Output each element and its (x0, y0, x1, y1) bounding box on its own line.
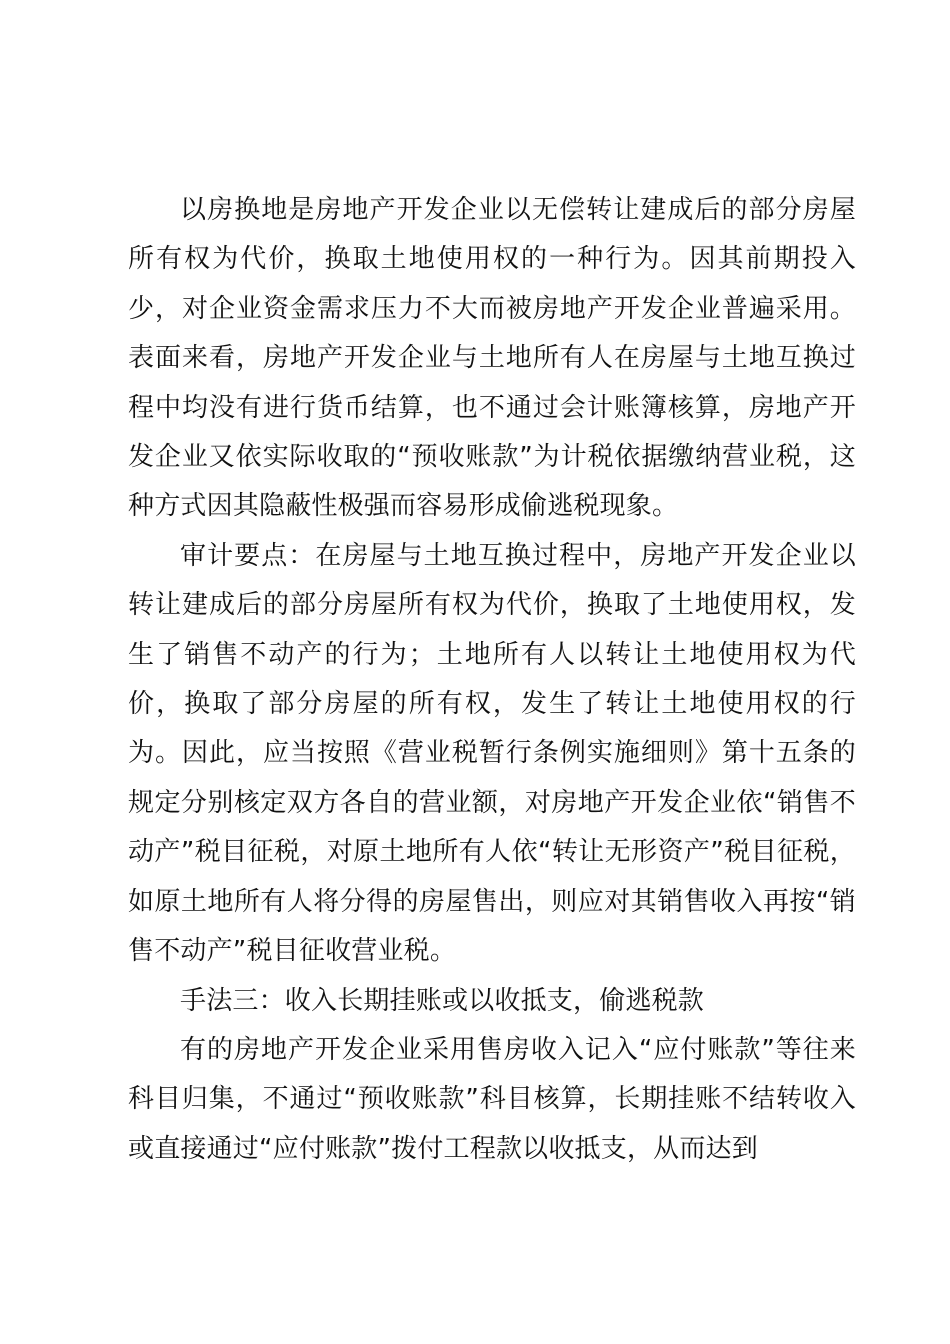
document-body (128, 186, 856, 1174)
paragraph-method-three-body: 有的房地产开发企业采用售房收入记入“应付账款”等往来科目归集，不通过“预收账款”科目核算，长期挂账不结转收入或直接通过“应付账款”拨付工程款以收抵支，从而达到 (128, 1034, 856, 1164)
paragraph-audit-points: 审计要点：在房屋与土地互换过程中，房地产开发企业以转让建成后的部分房屋所有权为代价，换取了土地使用权，发生了销售不动产的行为；土地所有人以转让土地使用权为代价，换取了部分房屋的所有权，发生了转让土地使用权的行为。因此，应当按照《营业税暂行条例实施细则》第十五条的规定分别核定双方各自的营业额，对房地产开发企业依“销售不动产”税目征税，对原土地所有人依“转让无形资产”税目征税，如原土地所有人将分得的房屋售出，则应对其销售收入再按“销售不动产”税目征收营业税。 (128, 540, 856, 967)
paragraph-land-swap: 以房换地是房地产开发企业以无偿转让建成后的部分房屋所有权为代价，换取土地使用权的一种行为。因其前期投入少，对企业资金需求压力不大而被房地产开发企业普遍采用。表面来看，房地产开发企业与土地所有人在房屋与土地互换过程中均没有进行货币结算，也不通过会计账簿核算，房地产开发企业又依实际收取的“预收账款”为计税依据缴纳营业税，这种方式因其隐蔽性极强而容易形成偷逃税现象。 (128, 195, 856, 522)
paragraph-method-three-heading: 手法三：收入长期挂账或以收抵支，偷逃税款 (180, 985, 705, 1016)
